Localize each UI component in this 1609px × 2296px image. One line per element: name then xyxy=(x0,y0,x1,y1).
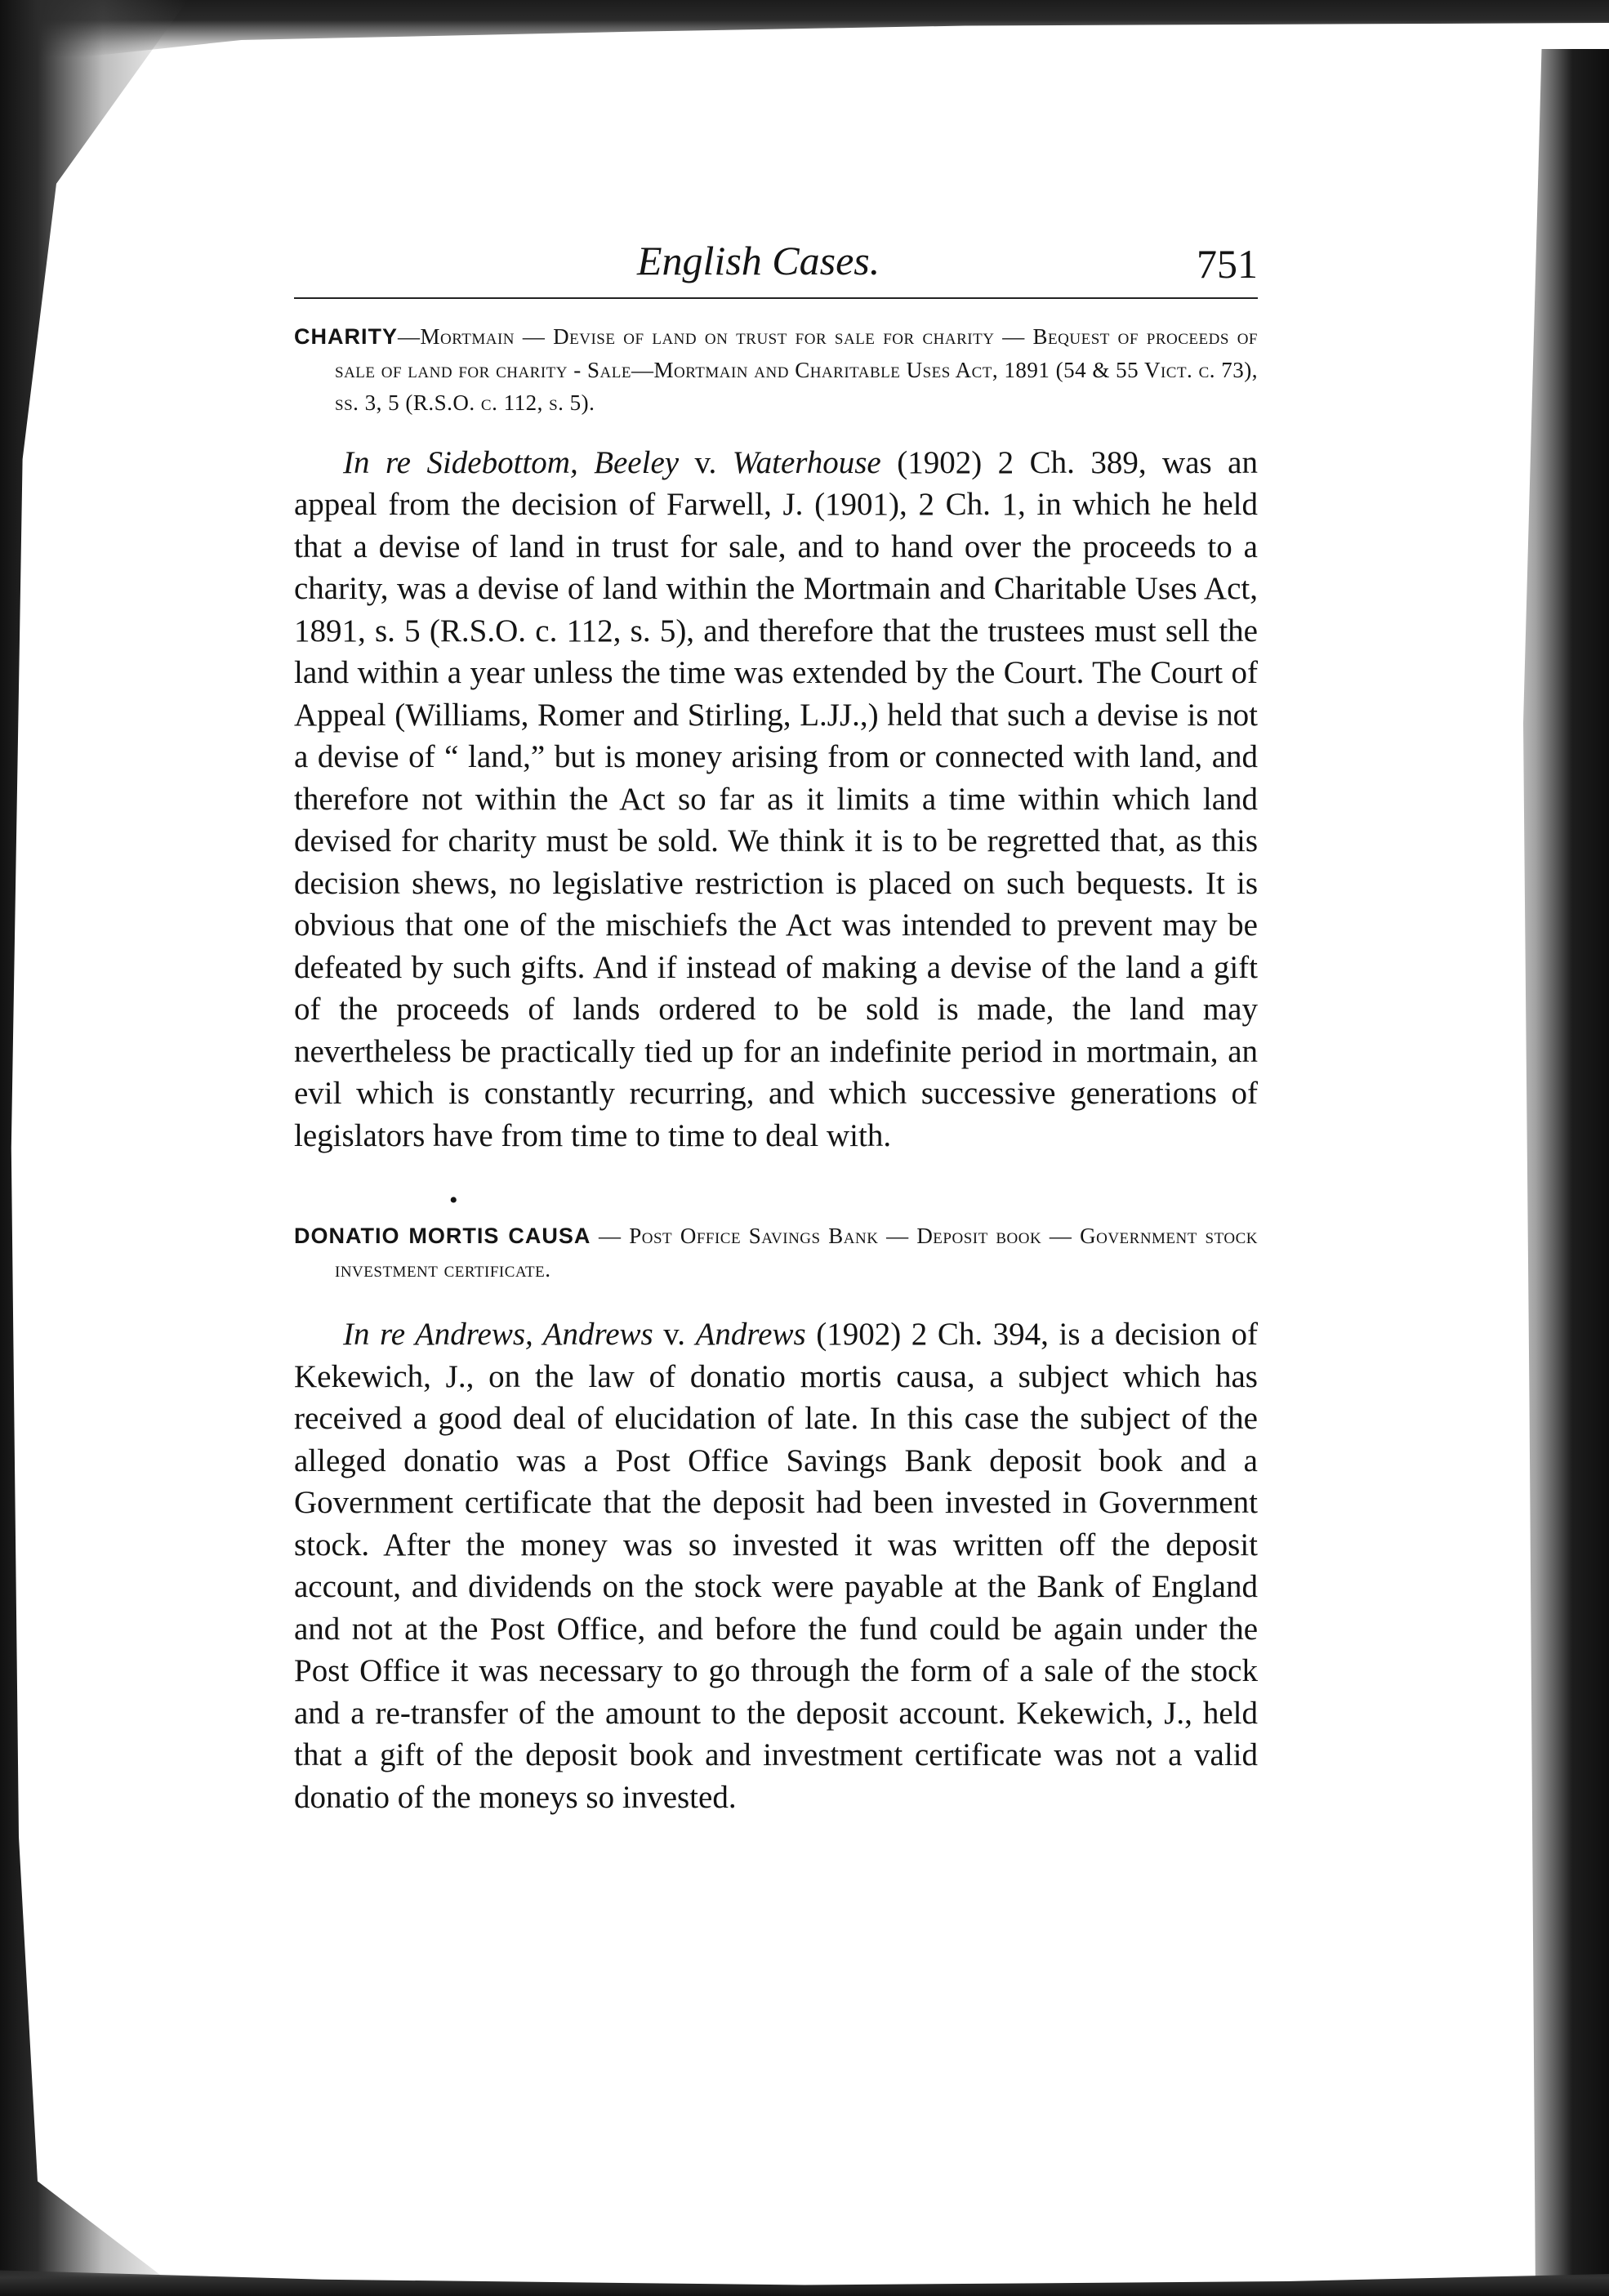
running-title: English Cases. xyxy=(637,238,880,283)
case-headnote xyxy=(294,320,1258,420)
case-body: (1902) 2 Ch. 394, is a decision of Kekewich, J., on the law of donatio mortis causa, a subject which has received a good deal of elucidation of late. In this case the subject of the alleged donatio was a Post Office Savings Bank deposit book and a Government certificate that the deposit had been invested in Government stock. After the money was so invested it was written off the deposit account, and dividends on the stock were payable at the Bank of England and not at the Post Office, and before the fund could be again under the Post Office it was necessary to go through the form of a sale of the stock and a re-transfer of the amount to the deposit account. Kekewich, J., held that a gift of the deposit book and investment certificate was not a valid donatio of the moneys so invested. xyxy=(294,1317,1259,1815)
case-name-defendant: Waterhouse xyxy=(732,444,881,480)
case-name: In re Sidebottom, Beeley xyxy=(343,444,680,480)
case-body: (1902) 2 Ch. 389, was an appeal from the decision of Farwell, J. (1901), 2 Ch. 1, in which he held that a devise of land in trust for sale, and to hand over the proceeds to a charity, was a devise of land within the Mortmain and Charitable Uses Act, 1891, s. 5 (R.S.O. c. 112, s. 5), and therefore that the trustees must sell the land within a year unless the time was extended by the Court. The Court of Appeal (Williams, Romer and Stirling, L.JJ.,) held that such a devise is not a devise of “ land,” but is money arising from or connected with land, and therefore not within the Act so far as it limits a time within which land devised for charity must be sold. We think it is to be regretted that, as this decision shews, no legislative restriction is placed on such bequests. It is obvious that one of the mischiefs the Act was intended to prevent may be defeated by such gifts. And if instead of making a devise of the land a gift of the proceeds of lands ordered to be sold is made, the land may nevertheless be practically tied up for an indefinite period in mortmain, an evil which is constantly recurring, and which successive generations of legislators have from time to time to deal with. xyxy=(294,444,1258,1153)
scan-shadow-right xyxy=(1486,49,1609,2296)
case-summary xyxy=(294,442,1258,1157)
scan-shadow-bottom xyxy=(0,2259,1609,2296)
headnote-subject: DONATIO MORTIS CAUSA xyxy=(294,1224,591,1248)
headnote-topics: —Mortmain — Devise of land on trust for sale for charity — Bequest of proceeds of sale of land for charity - Sale—Mortmain and Charitable Uses Act, 1891 (54 & 55 Vict. c. 73), ss. 3, 5 (R.S.O. c. 112, s. 5). xyxy=(335,324,1258,415)
case-name: In re Andrews, Andrews xyxy=(343,1317,653,1352)
book-page xyxy=(294,221,1258,1850)
header-rule xyxy=(294,297,1258,299)
case-headnote xyxy=(294,1219,1258,1286)
headnote-topics: — Post Office Savings Bank — Deposit book — Government stock investment certificate. xyxy=(335,1224,1258,1282)
page-number: 751 xyxy=(1197,241,1258,287)
running-head xyxy=(294,221,1258,296)
scan-shadow-left xyxy=(0,0,188,2296)
case-summary xyxy=(294,1313,1258,1818)
headnote-subject: CHARITY xyxy=(294,324,398,349)
case-versus: v. xyxy=(679,444,733,480)
case-versus: v. xyxy=(653,1317,696,1352)
scan-shadow-top xyxy=(0,0,1609,57)
section-mark: • xyxy=(449,1187,458,1214)
case-name-defendant: Andrews xyxy=(695,1317,806,1352)
